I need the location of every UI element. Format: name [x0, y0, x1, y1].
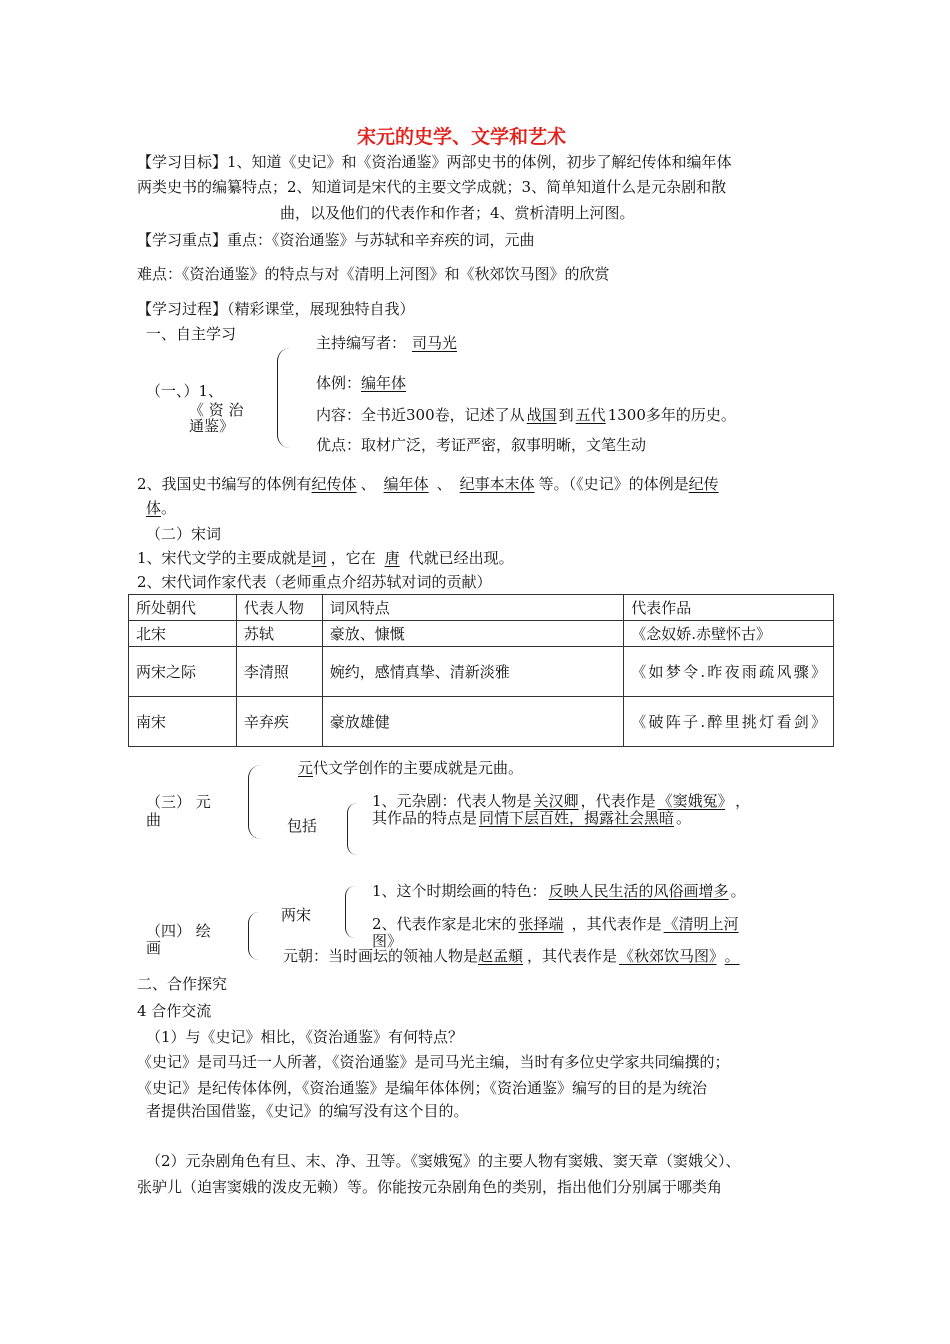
table-cell: 《破阵子.醉里挑灯看剑》 — [624, 697, 834, 747]
qiujiao-answer: 《秋郊饮马图》 — [619, 947, 717, 965]
q2-answer-4a: 纪传 — [688, 475, 719, 493]
painting-line-2 — [372, 914, 741, 934]
q2-text-a: 2、我国史书编写的体例有 — [137, 475, 312, 493]
table-cell: 豪放雄健 — [322, 697, 624, 747]
part4-brace — [248, 912, 259, 960]
part3-line-1 — [285, 758, 523, 778]
part1-brace — [277, 348, 290, 448]
goals-line-2: 两类史书的编纂特点；2、知道词是宋代的主要文学成就；3、简单知道什么是元杂剧和散 — [137, 178, 727, 196]
part4-song: 两宋 — [281, 906, 312, 924]
part4-label-a: （四） 绘 — [146, 922, 211, 940]
q2-line — [137, 474, 719, 494]
feature-answer: 同情下层百姓，揭露社会黑暗 — [479, 809, 675, 827]
tang-answer: 唐 — [384, 549, 400, 567]
part2-text-a: 1、宋代文学的主要成就是 — [137, 549, 312, 567]
process-text: （精彩课堂，展现独特自我） — [227, 300, 415, 318]
style-label: 体例： — [316, 374, 362, 392]
table-cell: 婉约，感情真挚、清新淡雅 — [322, 647, 624, 697]
to-word: 到 — [558, 406, 574, 424]
ci-answer: 词 — [311, 549, 327, 567]
table-header-cell: 代表作品 — [624, 595, 834, 621]
page-title: 宋元的史学、文学和艺术 — [357, 126, 567, 148]
ci-writers-table — [128, 594, 834, 747]
table-header-cell: 代表人物 — [236, 595, 322, 621]
to-answer: 五代 — [575, 406, 606, 424]
q2-answer-1: 纪传体 — [311, 475, 357, 493]
q2-sep-2: 、 — [436, 475, 452, 493]
table-header-row — [129, 595, 834, 621]
painting-line-2b: 图》 — [372, 932, 403, 950]
painting-text-c: 2、代表作家是北宋的 — [372, 915, 517, 933]
part3-label-b: 曲 — [146, 811, 162, 829]
cooperation-heading: 4 合作交流 — [137, 1002, 212, 1020]
table-cell: 南宋 — [129, 697, 237, 747]
answer-1-line-1: 《史记》是司马迁一人所著，《资治通鉴》是司马光主编，当时有多位史学家共同编撰的； — [137, 1053, 730, 1071]
painting-line-1 — [372, 881, 746, 901]
goals-label: 【学习目标】 — [137, 153, 228, 171]
table-cell: 李清照 — [236, 647, 322, 697]
table-header-cell: 词风特点 — [322, 595, 624, 621]
zaju-text-b: ，代表作是 — [580, 792, 656, 810]
part2-line-2: 2、宋代词作家代表（老师重点介绍苏轼对词的贡献） — [137, 573, 492, 591]
zaju-line-2 — [372, 808, 691, 828]
yuan-answer: 元 — [298, 759, 314, 777]
part3-brace — [248, 765, 261, 839]
part1-merit: 优点：取材广泛，考证严密，叙事明晰，文笔生动 — [316, 436, 647, 454]
part4-inner-brace — [345, 886, 355, 938]
q2-answer-4b: 体 — [146, 499, 162, 517]
section-1-heading: 一、自主学习 — [146, 325, 237, 343]
painting-text-b: 。 — [730, 882, 746, 900]
table-cell: 《念奴娇.赤壁怀古》 — [624, 621, 834, 647]
editor-answer: 司马光 — [412, 334, 458, 352]
table-header-cell: 所处朝代 — [129, 595, 237, 621]
q2-answer-2: 编年体 — [383, 475, 429, 493]
table-cell: 豪放、慷慨 — [322, 621, 624, 647]
answer-1-line-3: 者提供治国借鉴，《史记》的编写没有这个目的。 — [146, 1102, 469, 1120]
section-2-heading: 二、合作探究 — [137, 975, 228, 993]
part3-inner-brace — [347, 803, 357, 855]
q2-text-d: 等。（《史记》的体例是 — [538, 475, 689, 493]
painting-text-d: ，其代表作是 — [571, 915, 662, 933]
part2-text-b: ，它在 — [330, 549, 376, 567]
zaju-text-a: 1、元杂剧：代表人物是 — [372, 792, 532, 810]
part3-include: 包括 — [287, 817, 318, 835]
focus-label: 【学习重点】 — [137, 231, 228, 249]
part4-label-b: 画 — [146, 939, 162, 957]
answer-1-line-2: 《史记》是纪传体体例，《资治通鉴》是编年体体例；《资治通鉴》编写的目的是为统治 — [137, 1079, 708, 1097]
q2-sep-1: 、 — [360, 475, 376, 493]
part3-text: 代文学创作的主要成就是元曲。 — [313, 759, 524, 777]
painting-text-a: 1、这个时期绘画的特色： — [372, 882, 547, 900]
part2-text-c: 代就已经出现。 — [408, 549, 514, 567]
table-cell: 北宋 — [129, 621, 237, 647]
q2-line-2 — [146, 498, 176, 518]
focus-line — [137, 230, 535, 250]
zaju-text-c: ， — [735, 792, 751, 810]
part2-heading: （二）宋词 — [146, 525, 222, 543]
part3-label-a: （三） 元 — [146, 793, 211, 811]
question-2-line-1: （2）元杂剧角色有旦、末、净、丑等。《窦娥冤》的主要人物有窦娥、窦天章（窦娥父）、 — [146, 1152, 741, 1170]
q2-answer-3: 纪事本末体 — [459, 475, 535, 493]
content-text-a: 内容：全书近300卷，记述了从 — [316, 406, 525, 424]
q2-text-e: 。 — [161, 499, 177, 517]
part1-content — [316, 405, 736, 425]
painting-feature-answer: 反映人民生活的风俗画增多 — [548, 882, 729, 900]
zhang-answer: 张择端 — [518, 915, 564, 933]
part2-line-1 — [137, 548, 514, 568]
table-cell: 辛弃疾 — [236, 697, 322, 747]
dou-answer: 《窦娥冤》 — [657, 792, 726, 810]
yuan-painting-line — [283, 946, 746, 966]
goals-line-3: 曲，以及他们的代表作和作者；4、赏析清明上河图。 — [280, 204, 635, 222]
yuan-painting-text-a: 元朝：当时画坛的领袖人物是 — [283, 947, 479, 965]
style-answer: 编年体 — [361, 374, 407, 392]
goals-line-1 — [137, 152, 732, 172]
yuan-painting-text-b: ，其代表作是 — [527, 947, 618, 965]
editor-label: 主持编写者： — [316, 334, 407, 352]
question-2-line-2: 张驴儿（迫害窦娥的泼皮无赖）等。你能按元杂剧角色的类别，指出他们分别属于哪类角 — [137, 1178, 723, 1196]
part1-label-a: （一、）1、 — [146, 382, 224, 400]
part1-label-b: 《 资 治 — [189, 401, 244, 419]
part1-editor — [316, 333, 463, 353]
table-row — [129, 647, 834, 697]
qingming-answer: 《清明上河 — [663, 915, 739, 933]
process-label: 【学习过程】 — [137, 300, 228, 318]
table-cell: 两宋之际 — [129, 647, 237, 697]
difficulty-line: 难点：《资治通鉴》的特点与对《清明上河图》和《秋郊饮马图》的欣赏 — [137, 265, 610, 283]
table-row — [129, 621, 834, 647]
process-line — [137, 299, 415, 319]
question-1: （1）与《史记》相比，《资治通鉴》有何特点？ — [146, 1028, 464, 1046]
table-cell: 《如梦令.昨夜雨疏风骤》 — [624, 647, 834, 697]
guan-answer: 关汉卿 — [533, 792, 579, 810]
part1-label-c: 通鉴》 — [189, 417, 235, 435]
focus-text: 重点：《资治通鉴》与苏轼和辛弃疾的词，元曲 — [227, 231, 535, 249]
table-cell: 苏轼 — [236, 621, 322, 647]
part1-style — [316, 373, 412, 393]
zaju-text-d: 其作品的特点是 — [372, 809, 478, 827]
table-row — [129, 697, 834, 747]
goals-text-1: 1、知道《史记》和《资治通鉴》两部史书的体例，初步了解纪传体和编年体 — [227, 153, 732, 171]
from-answer: 战国 — [526, 406, 557, 424]
yuan-painting-text-c: 。 — [724, 947, 740, 965]
zhao-answer: 赵孟頫 — [478, 947, 524, 965]
content-text-b: 1300多年的历史。 — [607, 406, 736, 424]
zaju-text-e: 。 — [676, 809, 692, 827]
